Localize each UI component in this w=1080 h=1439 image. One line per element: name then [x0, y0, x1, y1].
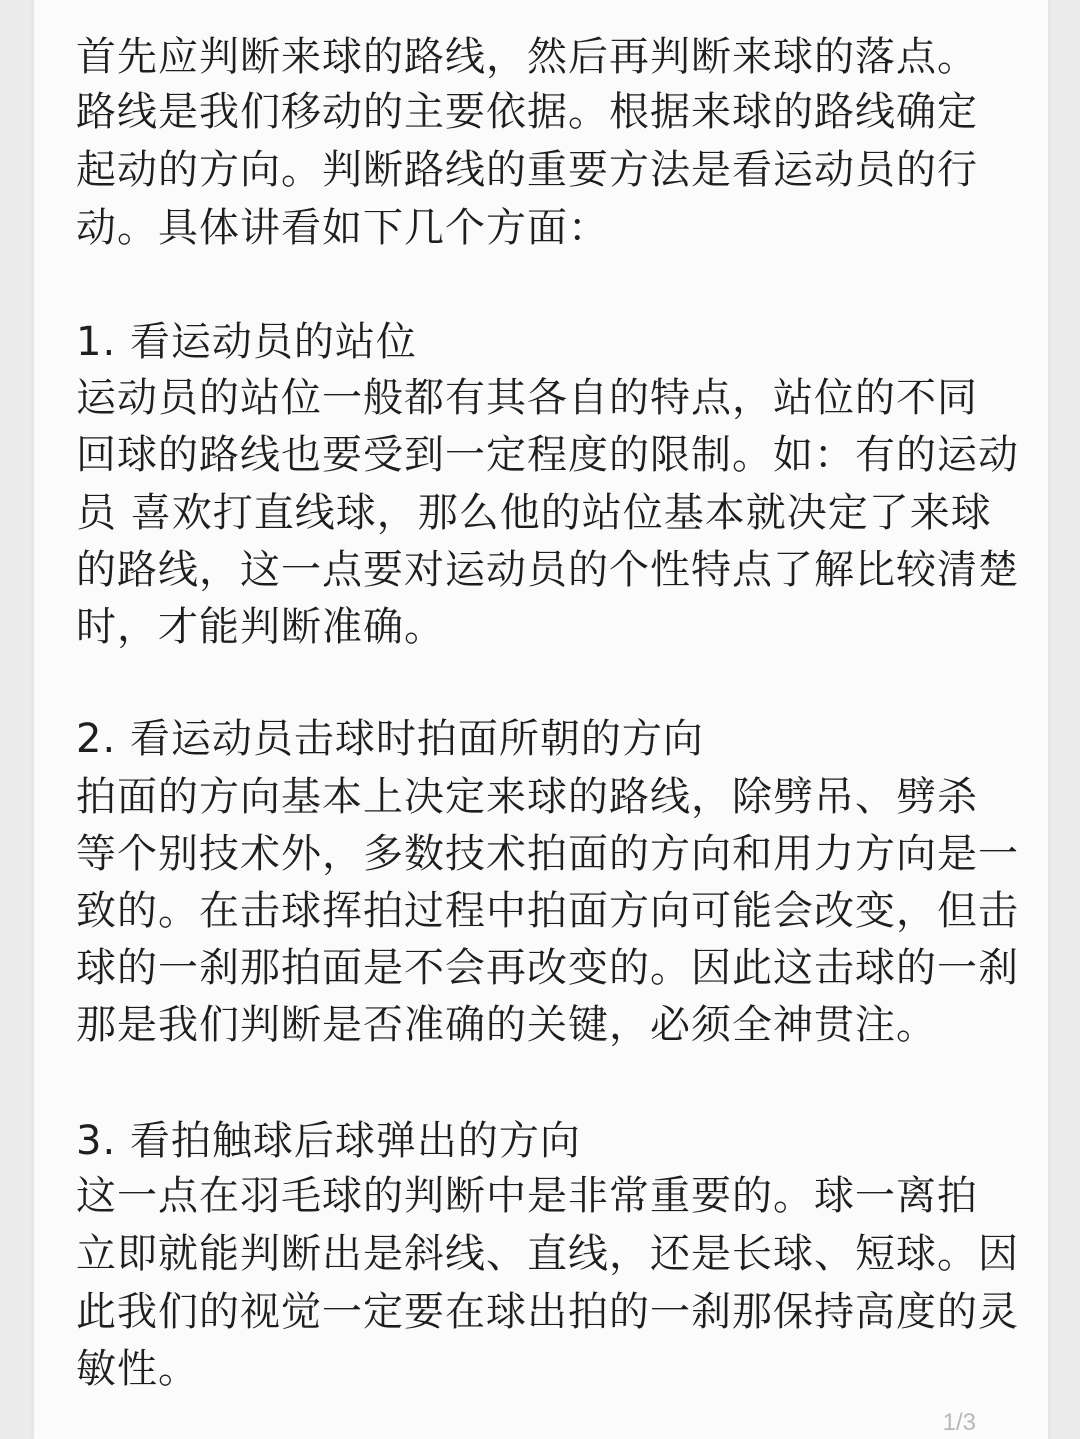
section-2-line-5: 那是我们判断是否准确的关键，必须全神贯注。: [76, 1002, 937, 1048]
intro-line-2: 路线是我们移动的主要依据。根据来球的路线确定: [76, 89, 978, 135]
section-1-line-1: 运动员的站位一般都有其各自的特点，站位的不同: [76, 375, 978, 421]
section-1-line-5: 时，才能判断准确。: [76, 604, 445, 650]
intro-line-1: 首先应判断来球的路线，然后再判断来球的落点。: [76, 34, 978, 80]
section-2-line-4: 球的一刹那拍面是不会再改变的。因此这击球的一刹: [76, 945, 1019, 991]
page-indicator: 1/3: [942, 1409, 976, 1436]
section-3-line-2: 立即就能判断出是斜线、直线，还是长球、短球。因: [76, 1231, 1019, 1277]
section-1-line-2: 回球的路线也要受到一定程度的限制。如：有的运动: [76, 432, 1019, 478]
section-2-line-1: 拍面的方向基本上决定来球的路线，除劈吊、劈杀: [76, 774, 978, 820]
section-1-line-3: 员 喜欢打直线球，那么他的站位基本就决定了来球: [76, 490, 992, 536]
section-3-line-1: 这一点在羽毛球的判断中是非常重要的。球一离拍: [76, 1173, 978, 1219]
section-3-heading: 3. 看拍触球后球弹出的方向: [76, 1118, 581, 1164]
section-2-line-2: 等个别技术外，多数技术拍面的方向和用力方向是一: [76, 831, 1019, 877]
section-2-line-3: 致的。在击球挥拍过程中拍面方向可能会改变，但击: [76, 888, 1019, 934]
section-1-line-4: 的路线，这一点要对运动员的个性特点了解比较清楚: [76, 547, 1019, 593]
intro-line-4: 动。具体讲看如下几个方面：: [76, 205, 609, 251]
section-3-line-3: 此我们的视觉一定要在球出拍的一刹那保持高度的灵: [76, 1289, 1019, 1335]
section-1-heading: 1. 看运动员的站位: [76, 319, 417, 365]
intro-line-3: 起动的方向。判断路线的重要方法是看运动员的行: [76, 147, 978, 193]
section-2-heading: 2. 看运动员击球时拍面所朝的方向: [76, 716, 704, 762]
document-page: [34, 0, 1048, 1439]
section-3-line-4: 敏性。: [76, 1346, 199, 1392]
